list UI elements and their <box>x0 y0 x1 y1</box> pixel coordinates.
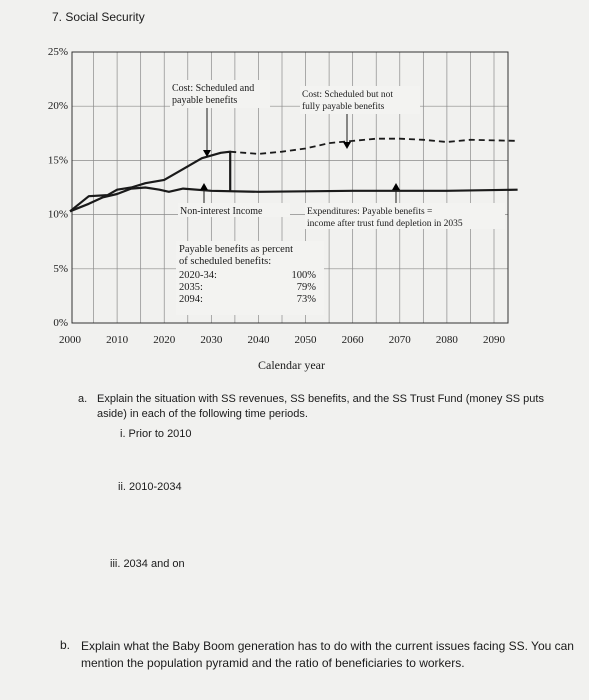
payable-table-title-line1: Payable benefits as percent <box>179 244 293 255</box>
question-b-label: b. <box>60 638 71 652</box>
x-axis-title: Calendar year <box>258 358 325 372</box>
annotation-cost-not-payable-line2: fully payable benefits <box>302 102 385 112</box>
arrowhead-expenditures <box>392 183 400 190</box>
question-a-ii: ii. 2010-2034 <box>118 481 182 493</box>
series-line-3 <box>230 139 517 154</box>
question-a-label: a. <box>78 393 88 405</box>
question-a-i: i. Prior to 2010 <box>120 428 192 440</box>
y-tick-label: 5% <box>53 262 68 275</box>
x-tick-label: 2000 <box>59 334 81 346</box>
payable-table-period: 2094: <box>179 294 203 305</box>
payable-table-period: 2020-34: <box>179 270 217 281</box>
x-tick-label: 2010 <box>106 334 129 346</box>
x-tick-label: 2080 <box>435 334 458 346</box>
question-a-text: Explain the situation with SS revenues, SS benefits, and the SS Trust Fund (money SS puts aside) in each of the following time periods. <box>97 393 544 420</box>
y-tick-label: 10% <box>47 208 68 221</box>
question-a-iii: iii. 2034 and on <box>110 558 185 570</box>
payable-table-value: 79% <box>296 282 316 293</box>
question-b-text: Explain what the Baby Boom generation has to do with the current issues facing SS. You can mention the population pyramid and the ratio of beneficiaries to workers. <box>81 639 574 670</box>
arrowhead-non-interest <box>200 183 208 190</box>
page-heading: 7. Social Security <box>52 10 145 24</box>
payable-table-value: 100% <box>291 270 316 281</box>
x-tick-label: 2090 <box>483 334 505 346</box>
y-tick-label: 25% <box>47 46 68 58</box>
y-tick-label: 0% <box>53 317 68 329</box>
x-tick-label: 2060 <box>341 334 364 346</box>
x-tick-label: 2040 <box>247 334 270 346</box>
annotation-expenditures-line1: Expenditures: Payable benefits = <box>307 207 433 217</box>
x-tick-label: 2020 <box>153 334 176 346</box>
arrowhead-cost-not-payable <box>343 142 351 149</box>
y-tick-label: 20% <box>47 100 68 113</box>
x-tick-label: 2070 <box>388 334 411 346</box>
chart-series <box>70 139 518 212</box>
x-tick-label: 2030 <box>200 334 223 346</box>
payable-table-value: 73% <box>296 294 316 305</box>
x-tick-label: 2050 <box>294 334 317 346</box>
payable-table-title-line2: of scheduled benefits: <box>179 256 272 267</box>
annotation-cost-not-payable-line1: Cost: Scheduled but not <box>302 90 394 100</box>
annotation-non-interest: Non-interest Income <box>180 206 263 217</box>
annotation-expenditures-line2: income after trust fund depletion in 2035 <box>307 219 463 229</box>
annotation-cost-scheduled-line2: payable benefits <box>172 95 238 106</box>
chart-annotations <box>170 80 505 315</box>
payable-table-period: 2035: <box>179 282 203 293</box>
y-tick-label: 15% <box>47 154 68 167</box>
annotation-cost-scheduled-line1: Cost: Scheduled and <box>172 83 255 94</box>
